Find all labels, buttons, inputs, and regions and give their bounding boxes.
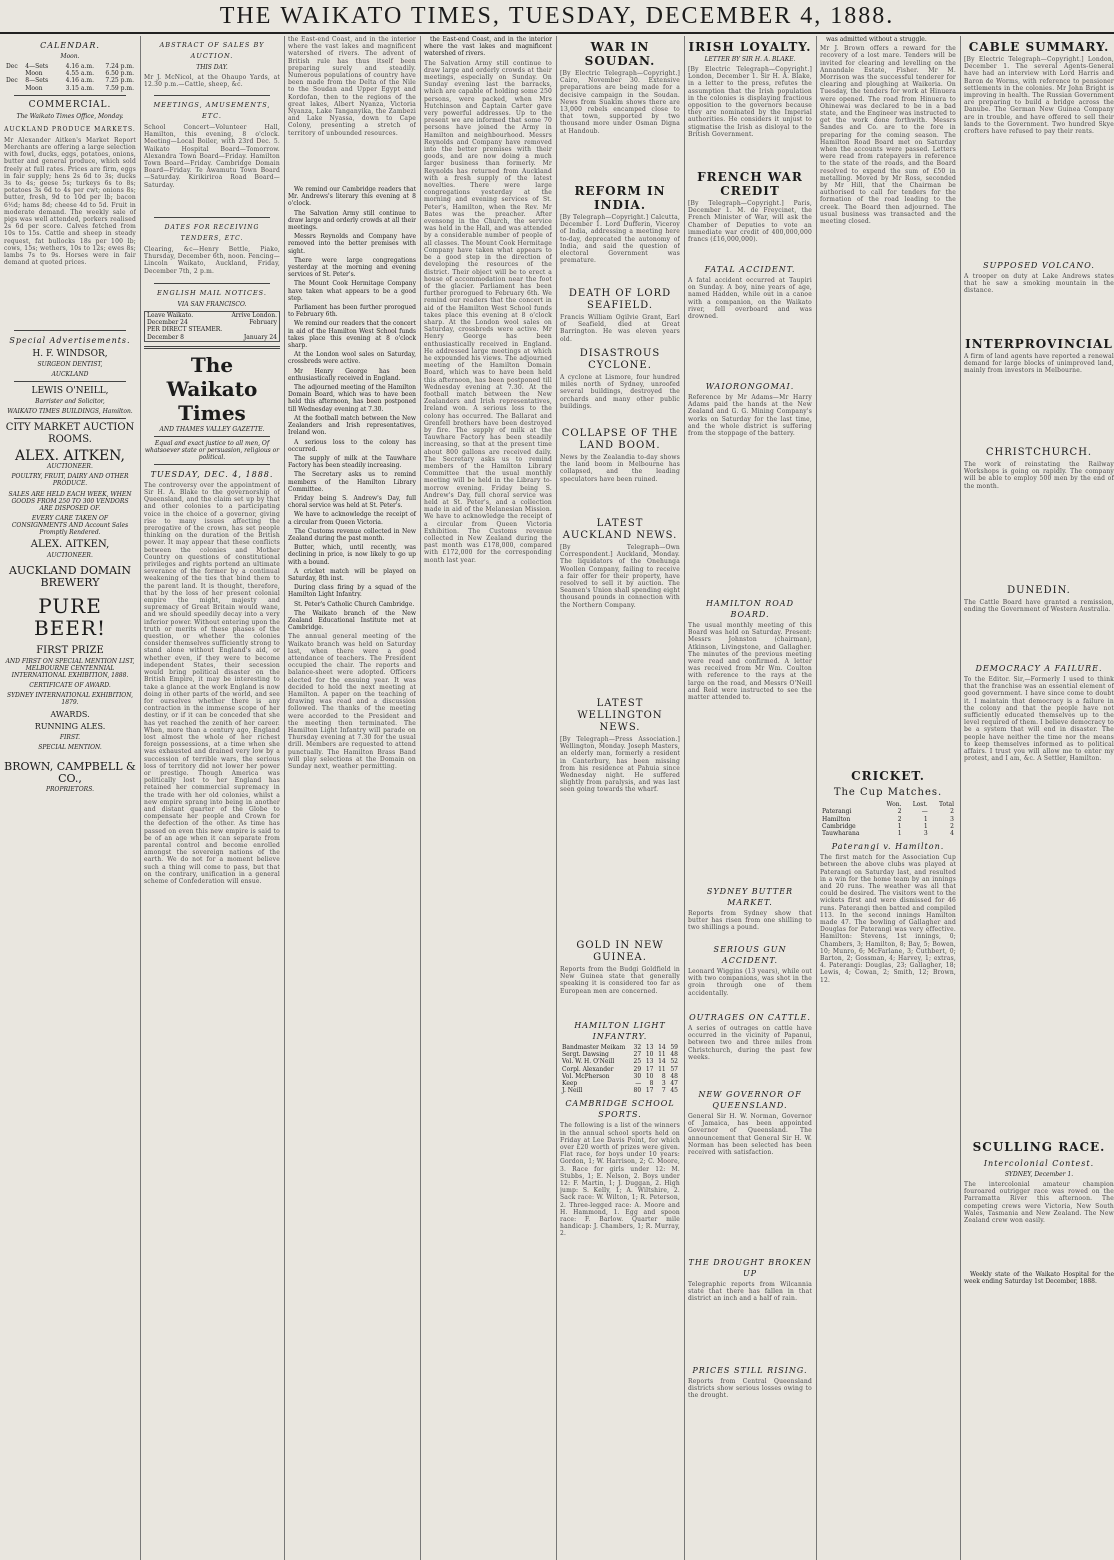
score-row-cell: 17 (645, 1087, 654, 1095)
cable-summary-heading: CABLE SUMMARY. (968, 40, 1110, 54)
score-row (560, 1080, 680, 1087)
serious-gun-heading: SERIOUS GUN ACCIDENT. (713, 945, 787, 965)
cyclone-text: A cyclone at Lismore, four hundred miles north of Sydney, unroofed several buildings, destroyed the orchards and many other public buildings. (560, 374, 680, 410)
alex-aitken: ALEX. AITKEN, (15, 447, 125, 464)
sports-heading: CAMBRIDGE SCHOOL SPORTS. (565, 1099, 675, 1120)
dunedin-text: The Cattle Board have granted a remission, ending the Government of Western Australia. (964, 599, 1114, 614)
serious-loss: A serious loss to the colony has occurred. (288, 438, 416, 453)
melbourne-line: AND FIRST ON SPECIAL MENTION LIST, MELBOURNE CENTENNIAL INTERNATIONAL EXHIBITION, 1888. (5, 657, 135, 679)
latest-auckland-heading: LATEST AUCKLAND NEWS. (562, 518, 678, 541)
masthead-date: DECEMBER 4, 1888. (645, 2, 895, 29)
calendar-row-cell: 7.25 p.m. (105, 77, 134, 85)
score-row-cell: 10 (645, 1072, 654, 1080)
drought-heading: THE DROUGHT BROKEN UP (688, 1258, 812, 1278)
score-row-cell: 27 (633, 1051, 642, 1059)
salvation-army: The Salvation Army still continue to draw large and orderly crowds at all their meetings. (288, 209, 416, 232)
st-andrews-day: Friday being S. Andrew's Day, full choral service was held at St. Peter's. (288, 494, 416, 510)
column-3 (284, 36, 421, 1560)
mail-row-cell: December 8 (147, 333, 184, 341)
score-row-cell: 7 (661, 1087, 666, 1095)
score-row-cell: 57 (670, 1065, 678, 1073)
calendar-row-cell: 4.16 a.m. (65, 63, 94, 70)
mail-row (145, 319, 280, 326)
masthead (0, 0, 1114, 34)
column-4 (420, 36, 557, 1560)
calendar-row-cell: 4—Sets (25, 63, 49, 70)
cup-row-cell: Hamilton (822, 815, 851, 823)
cup-row (820, 823, 956, 830)
concert-reminder: We remind our readers that the concert in aid of the Hamilton West School funds takes place this evening at 8 o'clock sharp. (288, 320, 416, 350)
prices-text: Reports from Central Queensland districts show serious losses owing to the drought. (688, 1378, 812, 1400)
cable-text: [By Electric Telegraph—Copyright.] London, December 1. The several Agents-General have had an interview with Lord Harris and Baron de Worms, with reference to pensioner settlements in the colonies. Mr John Bright is improving in health. The Russian Government are preparing to build a bridge across the Danube. The German New Guinea Company are in trouble, and have offered to sell their lands to the Government. Two hundred Skye crofters have refused to pay their rents. (964, 56, 1114, 136)
this-day: THIS DAY. (196, 64, 228, 71)
alex-aitken-2: ALEX. AITKEN, (30, 538, 110, 550)
gun-text: Leonard Wiggins (13 years), while out with two companions, was shot in the groin through one of them accidentally. (688, 968, 812, 997)
henry-george: Mr Henry George has been enthusiastically received in England. (288, 367, 416, 382)
sydney-date: SYDNEY, December 1. (1004, 1171, 1074, 1178)
every-care: EVERY CARE TAKEN OF CONSIGNMENTS AND Account Sales Promptly Rendered. (11, 514, 129, 536)
hospital-notice: Weekly state of the Waikato Hospital for the week ending Saturday 1st December, 1888. (964, 1271, 1114, 1286)
calendar-row-cell (4, 70, 23, 77)
intro-article: the East-end Coast, and in the interior where the vast lakes and magnificent watershed of rivers. The advent of British rule has thus itself been preparing surely and steadily. Numerous populations of country have been made from the Delta of the Nile to the Soudan and Upper Egypt and Kordofan, then to the regions of the great lakes, Albert Nyanza, Victoria Nyanza, Lake Tanganyika, the Zambezi and Lake Nyassa, down to Cape Colony, presenting a stretch of territory of unbounded resources. (288, 36, 416, 137)
mail-heading: ENGLISH MAIL NOTICES. (157, 289, 267, 297)
customs-revenue: The Customs revenue collected in New Zealand during the past month. (288, 527, 416, 542)
leader-article: The controversy over the appointment of Sir H. A. Blake to the governorship of Queensland, and the claim set up by that and other colonies to a participating voice in the choice of a governor, giving rise to many issues affecting the prerogative of the crown, has set people thinking on the duration of the British power. It may appear that these conflicts between the colonies and Mother Country on questions of constitutional privileges and rights portend an ultimate severance of the former by a continual weakening of the ties that bind them to the parent land. It is thought, therefore, that by the loss of her present colonial empire the might, majesty and supremacy of Great Britain would wane, and we should speedily decay into a very inferior power. Without entering upon the truth or merits of these phases of the question, or whether the colonies consider themselves sufficiently strong to stand alone without England's aid, or whether even, if they were to become independent States, their secession would bring political disaster on the British Empire, it may be interesting to take a glance at the work England is now doing in other parts of the world, and see for ourselves whether there is any contraction in the immense scope of her destiny, or if it can be conceded that she has yet reached the zenith of her career. When, more than a century ago, England lost almost the whole of her richest foreign possessions, at a time when she was exhausted and drained very low by a succession of terrible wars, the serious loss of territory did not lower her power or prestige. Though America was politically lost to her England has retained her commercial supremacy in the trade with her old colonies, whilst a new empire sprang into being in another and distant quarter of the Globe to compensate her people and Crown for the defection of the other. As time has passed on even this new empire is said to be of an age when it can separate from parental control and become enrolled amongst the sovereign nations of the earth. We do not for a moment believe such a thing will come to pass, but that on the contrary, unification in a general scheme of Confederation will ensue. (144, 481, 280, 885)
mail-row-cell: Leave Waikato. (147, 312, 194, 319)
commercial-sub: The Waikato Times Office, Monday. (16, 112, 124, 120)
drought-text: Telegraphic reports from Wilcannia state that there has fallen in that district an inch and a half of rain. (688, 1281, 812, 1303)
democracy-heading: DEMOCRACY A FAILURE. (975, 664, 1103, 673)
score-row-cell: 47 (670, 1080, 678, 1088)
intercolonial-heading: Intercolonial Contest. (983, 1159, 1095, 1168)
score-row-cell: 11 (658, 1051, 666, 1059)
alex-aitken-2-title: AUCTIONEER. (47, 551, 93, 559)
mail-row (145, 312, 280, 320)
cup-row-cell: 1 (923, 815, 928, 823)
cup-row-cell: 1 (897, 830, 902, 838)
first-line: FIRST. (59, 733, 81, 741)
boom-heading: COLLAPSE OF THE LAND BOOM. (561, 428, 679, 451)
interprovincial-heading: INTERPROVINCIAL (965, 337, 1113, 351)
score-row-cell: — (635, 1080, 642, 1088)
cup-row (820, 816, 956, 823)
masthead-title: WAIKATO TIMES, (280, 2, 501, 29)
score-row-cell: 59 (670, 1044, 678, 1051)
col7-intro: was admitted without a struggle. (826, 36, 927, 43)
sculling-text: The intercolonial amateur champion fouroared outrigger race was rowed on the Parramatta River this afternoon. The competing crews were Victoria, New South Wales, Tasmania and New Zealand. The New Zealand crew won easily. (964, 1181, 1114, 1225)
mail-row (145, 326, 280, 333)
wellington-text: [By Telegraph—Press Association.] Wellington, Monday. Joseph Masters, an elderly man, formerly a resident in Canterbury, has been missing from his residence at Pahuia since Wednesday night. He suffered slightly from paralysis, and was last seen going towards the wharf. (560, 736, 680, 794)
cambridge-readers: We remind our Cambridge readers that Mr. Andrews's literary this evening at 8 o'clock. (288, 186, 416, 208)
certificate-line: CERTIFICATE OF AWARD. (29, 681, 111, 689)
cricket-heading: CRICKET. (851, 769, 925, 784)
cyclone-heading: DISASTROUS CYCLONE. (579, 348, 661, 371)
special-ads-heading: Special Advertisements. (9, 335, 131, 345)
waiorongomai-heading: WAIORONGOMAI. (705, 382, 795, 391)
london-wool: At the London wool sales on Saturday, crossbreds were active. (288, 351, 416, 366)
calendar-row-cell: 4.16 a.m. (65, 77, 94, 85)
french-credit-heading: FRENCH WAR CREDIT (697, 170, 803, 198)
cattle-text: A series of outrages on cattle have occurred in the vicinity of Papanui, between two and three miles from Christchurch, during the past few weeks. (688, 1025, 812, 1061)
cup-row-cell: Tauwharana (822, 830, 860, 838)
calendar-row-cell (4, 85, 23, 92)
mail-table (144, 311, 280, 342)
score-row-cell: 13 (645, 1044, 654, 1051)
cattle-heading: OUTRAGES ON CATTLE. (689, 1013, 811, 1022)
cup-row-cell: 3 (950, 815, 954, 823)
calendar-row-cell: 3.15 a.m. (65, 84, 94, 92)
via-sf: VIA SAN FRANCISCO. (177, 301, 247, 308)
city-market-heading: CITY MARKET AUCTION ROOMS. (5, 421, 135, 445)
sales-notice: SALES ARE HELD EACH WEEK, WHEN GOODS FROM 250 TO 300 VENDORS ARE DISPOSED OF. (8, 490, 132, 512)
cup-row-cell: 2 (950, 808, 954, 816)
waiorongomai-text: Reference by Mr Adams—Mr Harry Adams paid the hands at the New Zealand and G. G. Mining Company's works on Saturday for the last time, and the whole district is suffering from the stoppage of the battery. (688, 394, 812, 438)
acknowledge-circular: We have to acknowledge the receipt of a circular from Queen Victoria. (288, 511, 416, 526)
windsor-title: SURGEON DENTIST, (37, 360, 103, 368)
class-firing: During class firing by a squad of the Hamilton Light Infantry. (288, 584, 416, 599)
reynolds-co: Messrs Reynolds and Company have removed into the better premises with sight. (288, 233, 416, 255)
infantry-scores-table (560, 1044, 680, 1094)
market-heading: AUCKLAND PRODUCE MARKETS. (4, 125, 136, 133)
reform-text: [By Telegraph—Copyright.] Calcutta, December 1. Lord Dufferin, Viceroy of India, addressing a meeting here to-day, deprecated the autonomy of India, and said the question of electoral Government was premature. (560, 214, 680, 265)
score-row-cell: 25 (633, 1058, 642, 1066)
governor-text: General Sir H. W. Norman, Governor of Jamaica, has been appointed Governor of Queensland. The announcement that General Sir H. W. Norman has been selected has been received with satisfaction. (688, 1113, 812, 1157)
cup-row-cell: 1 (897, 822, 902, 830)
christchurch-text: The work of reinstating the Railway Workshops is going on rapidly. The company will be able to employ 500 men by the end of the month. (964, 461, 1114, 490)
cup-row (820, 830, 956, 837)
cup-row-cell: 4 (950, 830, 954, 838)
sydney-butter-heading: SYDNEY BUTTER MARKET. (706, 887, 794, 907)
score-row (560, 1073, 680, 1080)
cup-row-cell: 1 (923, 822, 928, 830)
meetings-heading: MEETINGS, AMUSEMENTS, ETC. (153, 101, 271, 120)
cup-row-cell: 2 (897, 808, 902, 816)
irish-text: [By Electric Telegraph—Copyright.] London, December 1. Sir H. A. Blake, in a letter to the press, refutes the assumption that the Irish population in the colonies is displaying fractious opposition to the governors because they are nominated by the Imperial authorities. He considers it unjust to stigmatise the Irish as disloyal to the British Government. (688, 66, 812, 138)
column-7 (816, 36, 961, 1560)
dates-heading: DATES FOR RECEIVING TENDERS, ETC. (164, 224, 260, 242)
mail-row-cell: January 24 (243, 333, 277, 341)
cup-row-cell: Won. (886, 801, 902, 809)
calendar-row-cell: 8—Sets (25, 77, 49, 85)
calendar-row-cell: Dec (6, 63, 18, 70)
mail-row-cell: December 24 (147, 319, 188, 327)
butter-price: Butter, which, until recently, was declining in price, is now likely to go up with a bound. (288, 544, 416, 566)
gold-heading: GOLD IN NEW GUINEA. (576, 940, 664, 963)
mail-row-cell: Arrive London. (231, 312, 277, 319)
score-row-cell: 11 (658, 1065, 666, 1073)
score-row-cell: 8 (661, 1072, 666, 1080)
paper-subtitle: AND THAMES VALLEY GAZETTE. (159, 425, 265, 433)
sports-text: The following is a list of the winners in the annual school sports held on Friday at Lee Davis Point, for which over £20 worth of prizes were given. Flat race, for boys under 10 years: Gordon, 1; W. Harrison, 2; C. Moore, 3. Race for girls under 12: M. Stubbs, 1; E. Nelson, 2. Boys under 12: F. Martin, 1; J. Duggan, 2. High jump: S. Kelly, 1; A. Wiltshire, 2. Sack race: W. Wilton, 1; R. Peterson, 2. Three-legged race: A. Moore and H. Hammond, 1. Egg and spoon race: F. Barlow. Quarter mile handicap: J. Chambers, 1; R. Murray, 2. (560, 1122, 680, 1238)
fatal-accident-heading: FATAL ACCIDENT. (704, 265, 796, 274)
war-text: [By Electric Telegraph—Copyright.] Cairo, November 30. Extensive preparations are being made for a decisive campaign in the Soudan. News from Suakim shows there are 13,000 rebels encamped close to that town, supported by two thousand more under Osman Digna at Handoub. (560, 70, 680, 135)
parliament-prorogued: Parliament has been further prorogued to February 6th. (288, 304, 416, 319)
educational-institute: The Waikato branch of the New Zealand Educational Institute met at Cambridge. (288, 609, 416, 632)
cup-row (820, 808, 956, 815)
domain-brewery: AUCKLAND DOMAIN BREWERY (8, 563, 132, 589)
score-row-cell: 32 (633, 1044, 642, 1051)
calendar-table (4, 63, 136, 92)
sculling-heading: SCULLING RACE. (972, 1140, 1106, 1154)
infantry-heading: HAMILTON LIGHT INFANTRY. (574, 1021, 666, 1041)
road-board-heading: HAMILTON ROAD BOARD. (706, 599, 794, 619)
cricket-match: A cricket match will be played on Saturday, 8th inst. (288, 567, 416, 582)
butter-text: Reports from Sydney show that butter has risen from one shilling to two shillings a pound. (688, 910, 812, 932)
irish-loyalty-heading: IRISH LOYALTY. (688, 40, 812, 54)
col3-more-text: The annual general meeting of the Waikato branch was held on Saturday last, when there were a good attendance of teachers. The President occupied the chair. The reports and balance-sheet were adopted. Officers elected for the ensuing year. It was decided to hold the next meeting at Hamilton. A paper on the teaching of drawing was read and a discussion followed. The thanks of the meeting were accorded to the President and the meeting then terminated. The Hamilton Light Infantry will parade on Thursday evening at 7.30 for the usual drill. Members are requested to attend punctually. The Hamilton Brass Band will play selections at the Domain on Sunday next, weather permitting. (288, 633, 416, 771)
windsor-town: AUCKLAND (51, 370, 89, 378)
prices-heading: PRICES STILL RISING. (692, 1366, 808, 1375)
cup-row-cell: Cambridge (822, 822, 856, 830)
calendar-row-cell: 6.50 p.m. (105, 70, 134, 78)
score-row-cell: 48 (670, 1051, 678, 1059)
volcano-text: A trooper on duty at Lake Andrews states that he saw a smoking mountain in the distance. (964, 273, 1114, 295)
abstract-heading: ABSTRACT OF SALES BY AUCTION. (159, 41, 265, 60)
calendar-heading: CALENDAR. (40, 41, 100, 50)
score-row-cell: Vol. McPherson (562, 1072, 610, 1080)
column-8 (960, 36, 1114, 1560)
calendar-row-cell: 7.24 p.m. (105, 63, 134, 70)
reform-india-heading: REFORM IN INDIA. (574, 184, 666, 212)
sydney-line: SYDNEY INTERNATIONAL EXHIBITION, 1879. (6, 691, 134, 706)
latest-wellington-heading: LATEST WELLINGTON NEWS. (577, 698, 663, 733)
oneill-place: WAIKATO TIMES BUILDINGS, Hamilton. (7, 407, 133, 415)
cup-row-cell: Paterangi (822, 808, 852, 816)
meetings-text: School Concert—Volunteer Hall, Hamilton, this evening, 8 o'clock. Meeting—Local Boiler, with 23rd Dec. 5. Waikato Hospital Board—Tomorrow. Alexandra Town Board—Friday. Hamilton Town Board—Friday. Cambridge Domain Board—Friday. Te Awamutu Town Board—Saturday. Kirikiriroa Road Board—Saturday. (144, 124, 280, 189)
dunedin-heading: DUNEDIN. (1007, 585, 1071, 596)
cup-row-cell: 3 (923, 830, 928, 838)
first-prize: FIRST PRIZE (36, 644, 104, 656)
score-row-cell: 29 (633, 1065, 642, 1073)
christchurch-heading: CHRISTCHURCH. (985, 447, 1093, 458)
paper-title: The Waikato Times (166, 352, 258, 425)
running-ales: RUNNING ALES. (34, 721, 106, 731)
calendar-row (4, 77, 136, 84)
interprovincial-text: A firm of land agents have reported a renewal demand for large blocks of unimproved land, mainly from investors in Melbourne. (964, 353, 1114, 375)
cup-table (820, 801, 956, 837)
tenders-text: Clearing, &c—Henry Bettle, Piako, Thursday, December 6th, noon. Fencing—Lincoln Waikato, Auckland, Friday, December 7th, 2 p.m. (144, 246, 280, 275)
score-row-cell: Keep (562, 1080, 578, 1088)
score-row-cell: J. Neill (562, 1087, 583, 1095)
cup-matches-heading: The Cup Matches. (833, 787, 943, 799)
mail-row-cell (227, 326, 279, 333)
volcano-heading: SUPPOSED VOLCANO. (983, 261, 1095, 270)
score-row-cell: Bandmaster Meikam (562, 1044, 626, 1051)
score-row (560, 1044, 680, 1051)
french-text: [By Telegraph—Copyright.] Paris, December 1. M. de Freycinet, the French Minister of War, will ask the Chamber of Deputies to vote an immediate war credit of 400,000,000 francs (£16,000,000). (688, 200, 812, 244)
large-congregations: There were large congregations yesterday at the morning and evening services of St. Peter's. (288, 256, 416, 279)
cricket-text: The first match for the Association Cup between the above clubs was played at Paterangi on Saturday last, and resulted in a win for the home team by an innings and 20 runs. The weather was all that could be desired. The visitors went to the wickets first and were dismissed for 46 runs. Paterangi then batted and compiled 113. In the second innings Hamilton made 47. The bowling of Gallagher and Douglas for Paterangi was very effective. Hamilton: Stevens, 1st innings, 0; Chambers, 3; Hamilton, 8; Bay, 5; Bowen, 10; Munro, 6; McFarlane, 3; Cuthbert, 0; Barton, 2; Gossman, 4; Harvey, 1; extras, 4. Paterangi: Douglas, 23; Gallagher, 18; Lewis, 4; Cowan, 2; Smith, 12; Brown, 12. (820, 854, 956, 984)
cup-row-cell (820, 801, 877, 808)
cup-row-cell: Total (938, 801, 954, 809)
catholic-church: St. Peter's Catholic Church Cambridge. (294, 600, 415, 608)
brown-campbell: BROWN, CAMPBELL & CO., (4, 759, 136, 785)
calendar-sub: Moon. (60, 53, 80, 60)
fatal-text: A fatal accident occurred at Taupiri on Sunday. A boy, nine years of age, named Hadden, while out in a canoe with a companion, on the Waikato river, fell overboard and was drowned. (688, 277, 812, 321)
score-row-cell: 10 (645, 1051, 654, 1059)
score-row-cell: 48 (670, 1072, 678, 1080)
score-row-cell: 52 (670, 1058, 678, 1066)
road-board-text: The usual monthly meeting of this Board was held on Saturday. Present: Messrs Johnston (chairman), Atkinson, Livingstone, and Gallagher. The minutes of the previous meeting were read and confirmed. A letter was received from Mr Wm. Coulton with reference to the rays at the large on the road, and Messrs O'Neill and Reid were instructed to see the matter attended to. (688, 622, 812, 702)
score-row-cell: Corpl. Alexander (562, 1065, 614, 1073)
cup-row-cell: Lost. (912, 801, 928, 809)
calendar-row (4, 85, 136, 92)
score-row-cell: 14 (658, 1058, 666, 1066)
masthead-the: THE (219, 2, 273, 29)
mail-row (145, 334, 280, 342)
calendar-row-cell: 4.55 a.m. (65, 70, 94, 78)
calendar-row-cell: Moon (25, 70, 43, 78)
score-row (560, 1051, 680, 1058)
alex-aitken-title: AUCTIONEER. (47, 462, 93, 470)
mail-row-cell: PER DIRECT STEAMER. (147, 326, 223, 334)
leader-date: TUESDAY, DEC. 4, 1888. (150, 469, 274, 479)
cup-row-cell: — (921, 808, 928, 816)
column-2 (140, 36, 285, 1560)
paterangi-heading: Paterangi v. Hamilton. (831, 842, 945, 852)
war-soudan-heading: WAR IN SOUDAN. (584, 40, 656, 68)
score-row-cell: Vol. W. H. O'Neill (562, 1058, 615, 1066)
market-report-text: Mr Alexander Aitken's Market Report Merchants are offering a large selection with fowl, ducks, eggs, potatoes, onions, butter and general produce, which sold freely at full rates. Prices are firm, eggs in fair supply; hens 2s 6d to 3s; ducks 3s to 4s; geese 5s; turkeys 6s to 8s; potatoes 3s 6d to 4s per cwt; onions 8s; butter, fresh, 9d to 10d per lb; bacon 6½d; hams 8d; cheese 4d to 5d. Fruit in moderate demand. The weekly sale of pigs was well attended, porkers realised 2s 6d per score. Calves fetched from 10s to 15s. Cattle and sheep in steady request, fat bullocks 18s per 100 lb; cows, 15s; wethers, 10s to 12s; ewes 8s; lambs 7s to 9s. Horses were in fair demand at quoted prices. (4, 136, 136, 267)
score-row-cell: 14 (658, 1044, 666, 1051)
windsor-name: H. F. WINDSOR, (32, 348, 108, 359)
seafield-text: Francis William Ogilvie Grant, Earl of Seafield, died at Great Barrington. He was eleven years old. (560, 314, 680, 343)
score-row-cell: Sergt. Dawsing (562, 1051, 609, 1059)
oneill-name: LEWIS O'NEILL, (31, 385, 109, 396)
score-row (560, 1087, 680, 1094)
score-row-cell: 30 (633, 1072, 642, 1080)
pure-beer: PURE BEER! (34, 593, 106, 640)
auckland-text: [By Telegraph—Own Correspondent.] Auckland, Monday. The liquidators of the Onehunga Woollen Company, failing to receive a fair offer for their property, have resolved to sell it by auction. The Seamen's Union shall spending eight thousand pounds in connection with the Northern Company. (560, 544, 680, 609)
milk-supply: The supply of milk at the Tauwhare Factory has been steadily increasing. (288, 454, 416, 470)
mount-cook-hermitage: The Mount Cook Hermitage Company have taken what appears to be a good step. (288, 280, 416, 302)
score-row-cell: 45 (670, 1087, 678, 1095)
calendar-row-cell: 7.59 p.m. (105, 84, 134, 92)
calendar-row-cell: Moon (25, 84, 43, 92)
domain-board-meeting: The adjourned meeting of the Hamilton Domain Board, which was to have been held this afternoon, has been postponed till Wednesday evening at 7.30. (288, 384, 416, 413)
blake-letter: LETTER BY SIR H. A. BLAKE. (704, 56, 796, 63)
score-row-cell: 8 (649, 1080, 654, 1088)
oneill-title: Barrister and Solicitor, (35, 397, 105, 405)
poultry-line: POULTRY, FRUIT, DAIRY AND OTHER PRODUCE. (11, 472, 129, 487)
democracy-text: To the Editor. Sir,—Formerly I used to think that the franchise was an essential element of good government. I have since come to doubt it. I maintain that democracy is a failure in the colony and that the people have not sufficiently educated themselves up to the level required of them. I believe democracy to be a system that will end in disaster. The people have neither the time nor the means to keep themselves informed as to political affairs. I trust you will allow me to enter my protest, and I am, &c. A Settler, Hamilton. (964, 676, 1114, 763)
mail-row-cell: February (249, 319, 277, 327)
governor-heading: NEW GOVERNOR OF QUEENSLAND. (698, 1090, 802, 1110)
awards-line: AWARDS. (50, 709, 90, 719)
col4-text: The Salvation Army still continue to draw large and orderly crowds at their meetings, especially on Sunday. On Sunday evening last the barracks, which are capable of holding some 250 persons, were packed, when Mrs Hutchinson and Captain Carter gave very powerful addresses. Up to the present we are informed that some 70 persons have joined the Army in Hamilton and neighbourhood. Messrs Reynolds and Company have removed into the better premises with their goods, and are now doing a much larger business than formerly. Mr Reynolds has returned from Auckland with a fresh supply of the latest novelties. There were large congregations yesterday at the morning and evening services of St. Peter's, Hamilton, when the Rev. Mr Bates was the preacher. After evensong in the Church, the service was held in the Hall, and was attended by a considerable number of people of all classes. The Mount Cook Hermitage Company have taken what appears to be a good step in the direction of developing the resources of the district. Their object will be to erect a house of accommodation near the foot of the glacier. Parliament has been further prorogued to February 6th. We remind our readers that the concert in aid of the Hamilton West School funds takes place this evening at 8 o'clock sharp. At the London wool sales on Saturday, crossbreds were active. Mr Henry George has been enthusiastically received in England. He addressed large meetings at which he expounded his views. The adjourned meeting of the Hamilton Domain Board, which was to have been held this afternoon, has been postponed till Wednesday evening at 7.30. At the football match between the New Zealanders and Irish representatives, Ireland won. A serious loss to the colony has occurred. The Ballarat and Grenfell brothers have been destroyed by fire. The supply of milk at the Tauwhare Factory has been steadily increasing, so that at the present time about 800 gallons are received daily. The Secretary asks us to remind members of the Hamilton Library Committee that the usual monthly meeting will be held in the Library to-morrow evening. Friday being S. Andrew's Day, full choral service was held at St. Peter's, and a collection made in aid of the Melanesian Mission. We have to acknowledge the receipt of a circular from Queen Victoria Exhibition. The Customs revenue collected in New Zealand during the past month was £178,000, compared with £172,000 for the corresponding month last year. (424, 59, 552, 564)
gold-text: Reports from the Budgi Goldfield in New Guinea state that generally speaking it is considered too far as European men are concerned. (560, 966, 680, 995)
cup-row-cell: 2 (897, 815, 902, 823)
score-row-cell: 17 (645, 1065, 654, 1073)
score-row-cell: 13 (645, 1058, 654, 1066)
col4-article: the East-end Coast, and in the interior where the vast lakes and magnificent watershed of rivers. (424, 36, 552, 58)
cup-row-cell: 2 (950, 822, 954, 830)
score-row (560, 1058, 680, 1065)
boom-text: News by the Zealandia to-day shows the land boom in Melbourne has collapsed, and the leading speculators have been ruined. (560, 454, 680, 483)
calendar-row (4, 63, 136, 70)
score-row-cell: 80 (633, 1087, 642, 1095)
col7-top-text: Mr J. Brown offers a reward for the recovery of a lost mare. Tenders will be invited for clearing and levelling on the Annandale Estate, Fisher. Mr M. Morrison was the successful tenderer for clearing and ploughing at Waikeria. On Tuesday, the tenders for work at Hinuera were opened. The road from Hinuera to Ohinewai was declared to be in a bad state, and the Engineer was instructed to get the work done forthwith. Messrs Sandes and Co. are to the fore in preparing for the coming season. The Hamilton Road Board met on Saturday when the accounts were passed. Letters were read from ratepayers in reference to the state of the roads, and the Board resolved to expend the sum of £50 in metalling. Moved by Mr Ross, seconded by Mr Hill, that the Chairman be authorised to call for tenders for the formation of the road leading to the creek. The Board then adjourned. The usual business was transacted and the meeting closed. (820, 45, 956, 226)
calendar-row (4, 70, 136, 77)
column-1 (0, 36, 141, 1560)
paper-motto: Equal and exact justice to all men, Of whatsoever state or persuasion, religious or political. (144, 439, 280, 461)
column-5 (556, 36, 685, 1560)
seafield-heading: DEATH OF LORD SEAFIELD. (568, 288, 672, 311)
masthead-day: TUESDAY, (508, 2, 638, 29)
score-row (560, 1066, 680, 1073)
commercial-heading: COMMERCIAL. (28, 99, 112, 110)
column-6 (684, 36, 817, 1560)
score-row-cell: 3 (661, 1080, 666, 1088)
special-mention: SPECIAL MENTION. (38, 743, 102, 751)
calendar-row-cell: Dec (6, 77, 18, 85)
proprietors: PROPRIETORS. (45, 785, 95, 793)
library-secretary: The Secretary asks us to remind members of the Hamilton Library Committee. (288, 471, 416, 493)
cup-row (820, 801, 956, 808)
sales-text: Mr J. McNicol, at the Ohaupo Yards, at 12.30 p.m.—Cattle, sheep, &c. (144, 74, 280, 89)
football-match: At the football match between the New Zealanders and Irish representatives, Ireland won. (288, 414, 416, 437)
